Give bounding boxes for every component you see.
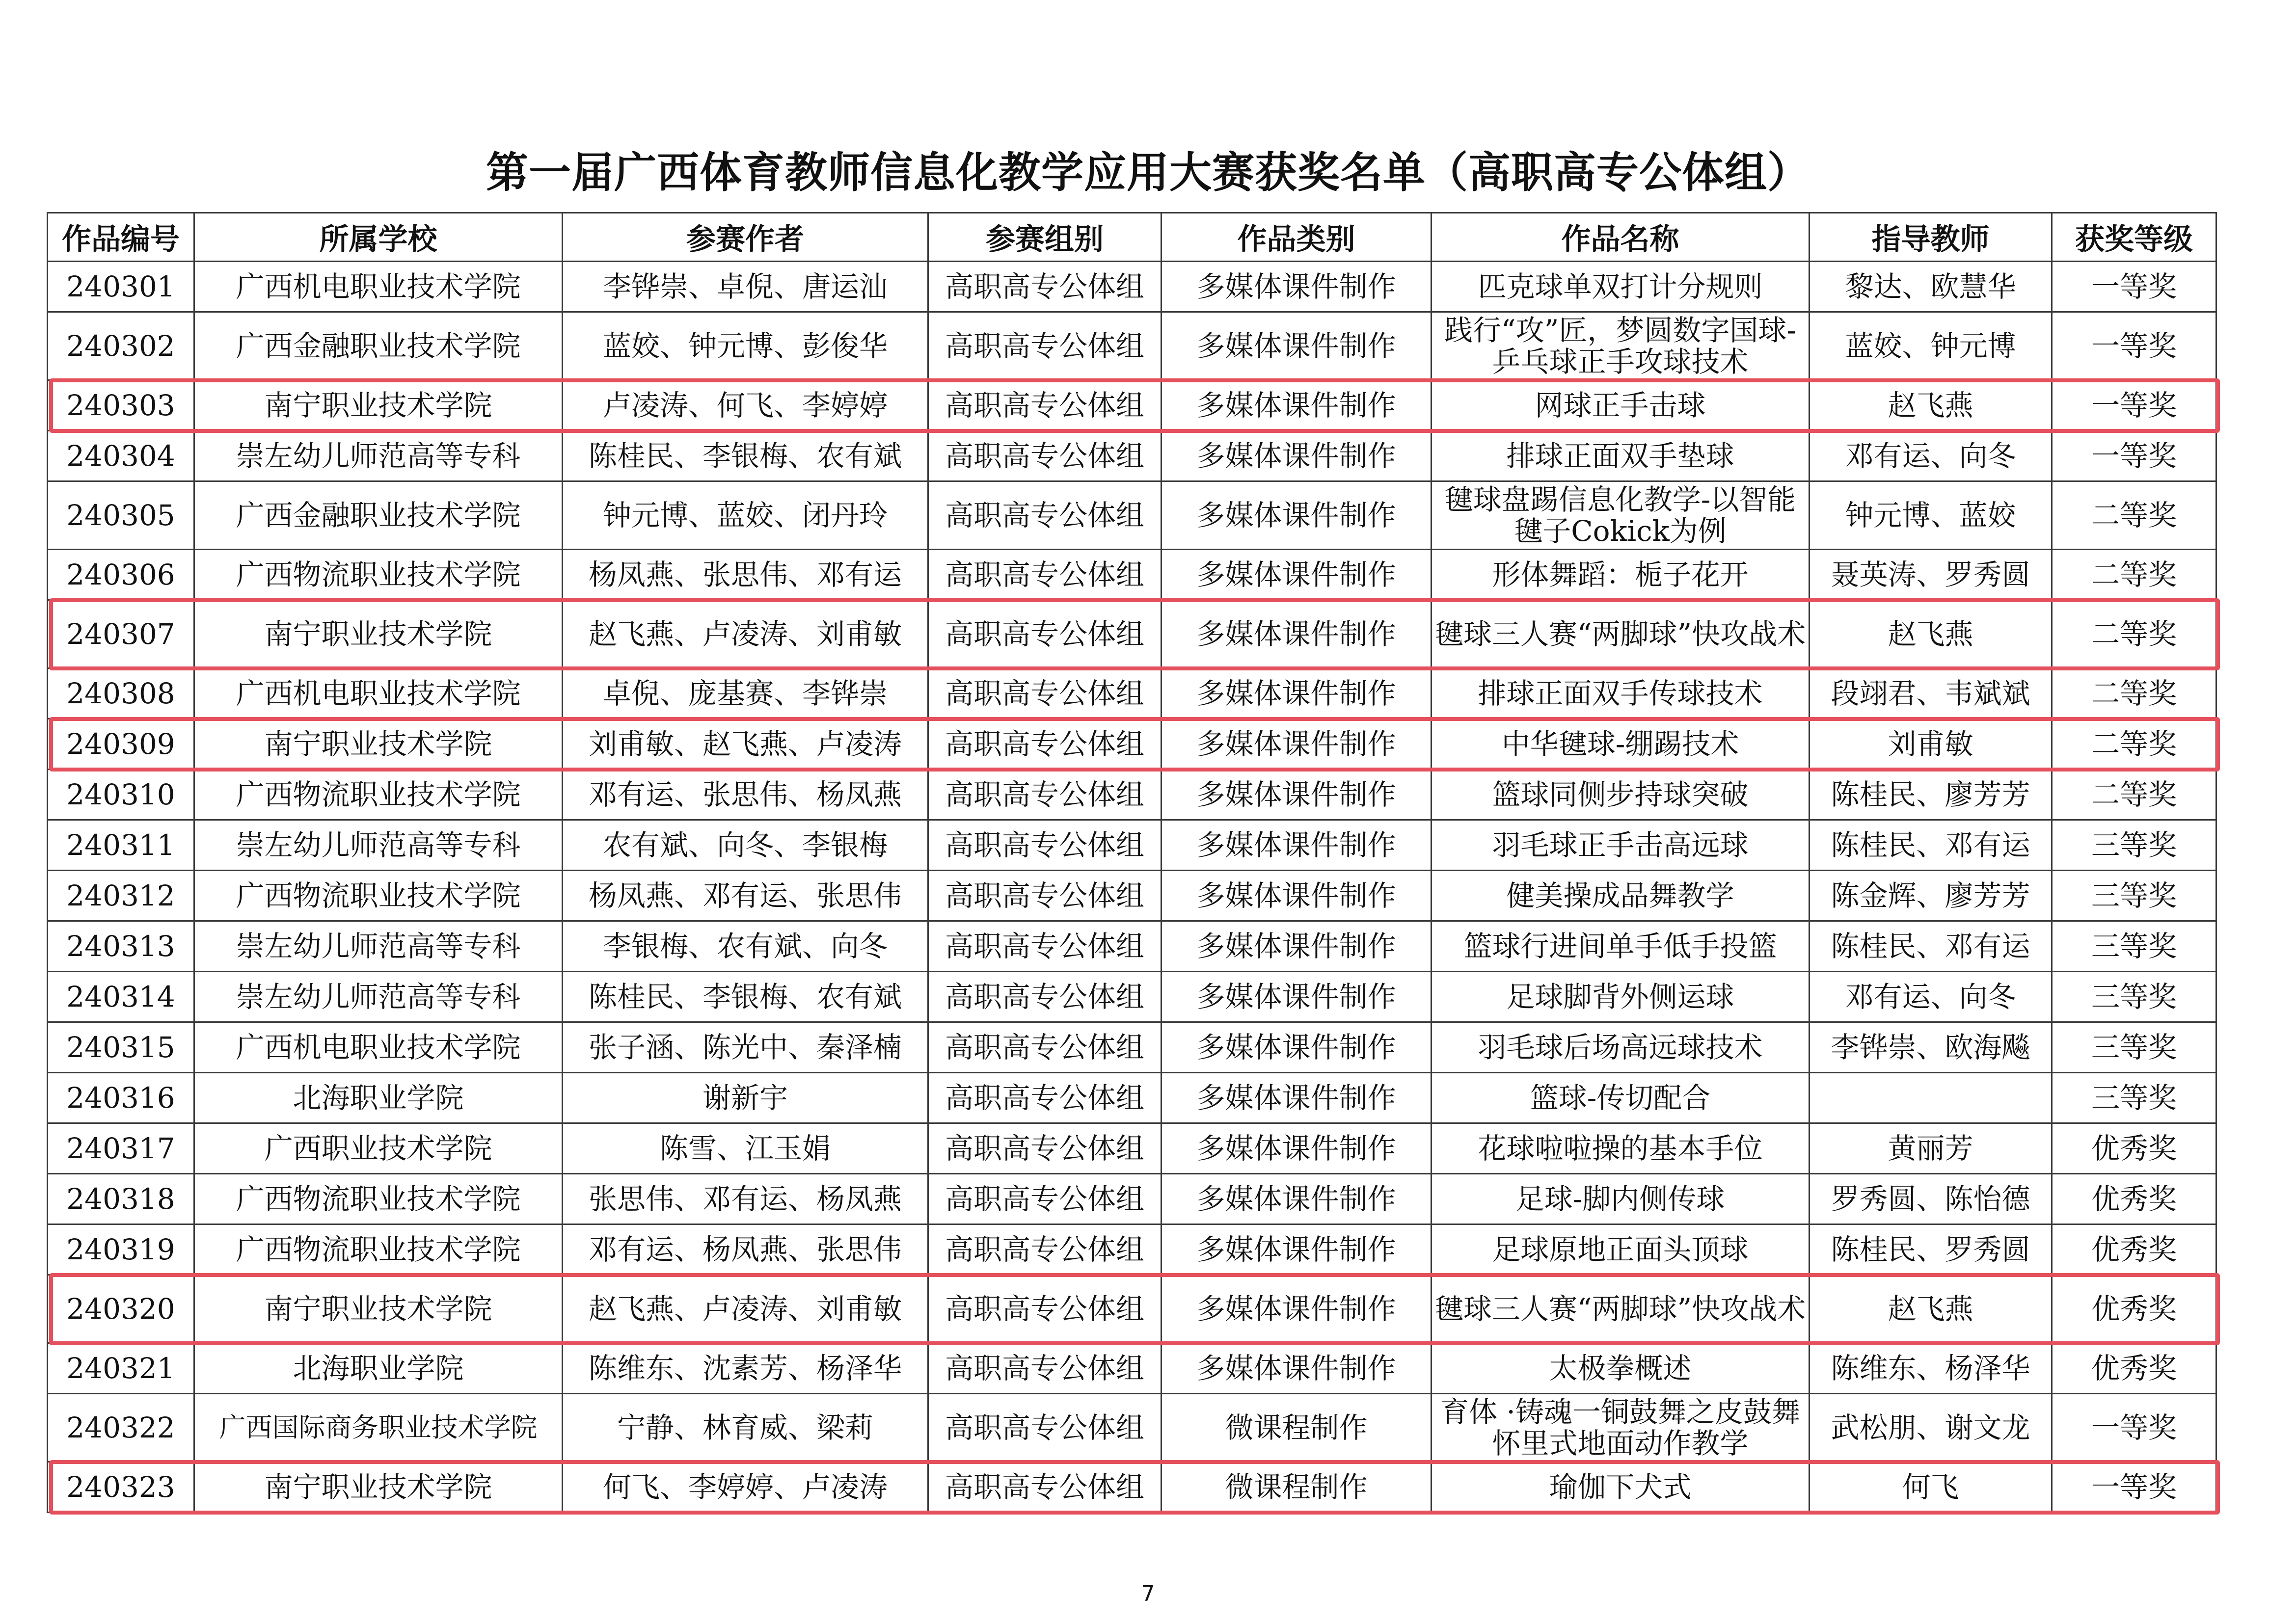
cell-work: 毽球盘踢信息化教学-以智能毽子Cokick为例 [1432,481,1810,550]
cell-group: 高职高专公体组 [928,1275,1162,1343]
cell-advisor: 钟元博、蓝姣 [1810,481,2052,550]
cell-advisor [1810,1073,2052,1123]
table-row [48,431,2216,481]
cell-authors: 杨凤燕、邓有运、张思伟 [563,871,928,921]
table-row [48,1394,2216,1462]
cell-category: 多媒体课件制作 [1162,262,1432,312]
cell-school: 广西物流职业技术学院 [194,1224,563,1275]
table-row [48,1224,2216,1275]
cell-school: 广西金融职业技术学院 [194,481,563,550]
cell-work: 匹克球单双打计分规则 [1432,262,1810,312]
cell-category: 多媒体课件制作 [1162,820,1432,871]
cell-advisor: 陈维东、杨泽华 [1810,1343,2052,1394]
cell-work: 形体舞蹈：栀子花开 [1432,550,1810,600]
cell-work: 花球啦啦操的基本手位 [1432,1123,1810,1174]
table-row [48,719,2216,770]
cell-school: 南宁职业技术学院 [194,380,563,431]
cell-work: 毽球三人赛“两脚球”快攻战术 [1432,1275,1810,1343]
cell-award: 三等奖 [2052,1073,2216,1123]
table-row [48,312,2216,380]
cell-id: 240320 [48,1275,194,1343]
cell-school: 崇左幼儿师范高等专科 [194,972,563,1022]
cell-group: 高职高专公体组 [928,1224,1162,1275]
cell-authors: 赵飞燕、卢凌涛、刘甫敏 [563,1275,928,1343]
cell-group: 高职高专公体组 [928,972,1162,1022]
cell-category: 多媒体课件制作 [1162,1224,1432,1275]
cell-work: 足球原地正面头顶球 [1432,1224,1810,1275]
cell-authors: 刘甫敏、赵飞燕、卢凌涛 [563,719,928,770]
cell-award: 三等奖 [2052,1022,2216,1073]
cell-award: 三等奖 [2052,972,2216,1022]
cell-group: 高职高专公体组 [928,719,1162,770]
cell-category: 多媒体课件制作 [1162,380,1432,431]
table-row [48,820,2216,871]
cell-work: 育体 ·铸魂一铜鼓舞之皮鼓舞怀里式地面动作教学 [1432,1394,1810,1462]
cell-id: 240323 [48,1462,194,1513]
cell-category: 多媒体课件制作 [1162,719,1432,770]
cell-category: 多媒体课件制作 [1162,1022,1432,1073]
cell-school: 广西物流职业技术学院 [194,770,563,820]
cell-group: 高职高专公体组 [928,1174,1162,1224]
cell-work: 篮球同侧步持球突破 [1432,770,1810,820]
cell-id: 240317 [48,1123,194,1174]
cell-id: 240308 [48,668,194,719]
cell-category: 多媒体课件制作 [1162,770,1432,820]
cell-advisor: 刘甫敏 [1810,719,2052,770]
cell-authors: 蓝姣、钟元博、彭俊华 [563,312,928,380]
table-row [48,1022,2216,1073]
cell-advisor: 赵飞燕 [1810,600,2052,668]
cell-advisor: 陈桂民、廖芳芳 [1810,770,2052,820]
cell-advisor: 聂英涛、罗秀圆 [1810,550,2052,600]
cell-authors: 陈雪、江玉娟 [563,1123,928,1174]
cell-group: 高职高专公体组 [928,1022,1162,1073]
cell-group: 高职高专公体组 [928,312,1162,380]
cell-work: 羽毛球后场高远球技术 [1432,1022,1810,1073]
cell-group: 高职高专公体组 [928,262,1162,312]
cell-group: 高职高专公体组 [928,871,1162,921]
cell-authors: 邓有运、张思伟、杨凤燕 [563,770,928,820]
cell-advisor: 武松朋、谢文龙 [1810,1394,2052,1462]
cell-advisor: 罗秀圆、陈怡德 [1810,1174,2052,1224]
cell-id: 240318 [48,1174,194,1224]
table-row [48,1343,2216,1394]
cell-category: 多媒体课件制作 [1162,668,1432,719]
header-authors: 参赛作者 [563,213,928,262]
cell-advisor: 陈桂民、邓有运 [1810,820,2052,871]
cell-school: 崇左幼儿师范高等专科 [194,820,563,871]
awards-table [47,212,2217,1513]
cell-school: 广西物流职业技术学院 [194,550,563,600]
cell-authors: 李银梅、农有斌、向冬 [563,921,928,972]
cell-authors: 邓有运、杨凤燕、张思伟 [563,1224,928,1275]
cell-work: 太极拳概述 [1432,1343,1810,1394]
cell-award: 一等奖 [2052,380,2216,431]
cell-group: 高职高专公体组 [928,1462,1162,1513]
cell-school: 广西国际商务职业技术学院 [194,1394,563,1462]
cell-work: 排球正面双手传球技术 [1432,668,1810,719]
cell-award: 优秀奖 [2052,1174,2216,1224]
cell-id: 240315 [48,1022,194,1073]
cell-award: 一等奖 [2052,262,2216,312]
cell-authors: 陈维东、沈素芳、杨泽华 [563,1343,928,1394]
table-row [48,1073,2216,1123]
cell-award: 优秀奖 [2052,1275,2216,1343]
cell-authors: 张思伟、邓有运、杨凤燕 [563,1174,928,1224]
cell-category: 多媒体课件制作 [1162,1343,1432,1394]
cell-work: 足球-脚内侧传球 [1432,1174,1810,1224]
cell-id: 240314 [48,972,194,1022]
cell-advisor: 黎达、欧慧华 [1810,262,2052,312]
cell-category: 微课程制作 [1162,1394,1432,1462]
cell-group: 高职高专公体组 [928,380,1162,431]
cell-award: 一等奖 [2052,431,2216,481]
cell-school: 广西机电职业技术学院 [194,668,563,719]
cell-authors: 陈桂民、李银梅、农有斌 [563,972,928,1022]
header-row [48,213,2216,262]
cell-id: 240301 [48,262,194,312]
cell-award: 二等奖 [2052,550,2216,600]
cell-category: 多媒体课件制作 [1162,431,1432,481]
cell-advisor: 陈桂民、罗秀圆 [1810,1224,2052,1275]
document-title: 第一届广西体育教师信息化教学应用大赛获奖名单（高职高专公体组） [486,148,1810,197]
cell-award: 二等奖 [2052,668,2216,719]
cell-school: 广西物流职业技术学院 [194,1174,563,1224]
cell-authors: 何飞、李婷婷、卢凌涛 [563,1462,928,1513]
cell-group: 高职高专公体组 [928,431,1162,481]
cell-advisor: 段翊君、韦斌斌 [1810,668,2052,719]
cell-id: 240312 [48,871,194,921]
table-row [48,770,2216,820]
cell-id: 240322 [48,1394,194,1462]
cell-advisor: 邓有运、向冬 [1810,431,2052,481]
cell-advisor: 蓝姣、钟元博 [1810,312,2052,380]
cell-advisor: 黄丽芳 [1810,1123,2052,1174]
cell-id: 240311 [48,820,194,871]
header-school: 所属学校 [194,213,563,262]
cell-advisor: 陈金辉、廖芳芳 [1810,871,2052,921]
cell-work: 篮球-传切配合 [1432,1073,1810,1123]
cell-award: 一等奖 [2052,312,2216,380]
cell-group: 高职高专公体组 [928,820,1162,871]
cell-id: 240306 [48,550,194,600]
cell-id: 240316 [48,1073,194,1123]
cell-id: 240310 [48,770,194,820]
cell-authors: 李铧崇、卓倪、唐运汕 [563,262,928,312]
cell-category: 微课程制作 [1162,1462,1432,1513]
cell-school: 广西职业技术学院 [194,1123,563,1174]
cell-work: 践行“攻”匠，梦圆数字国球-乒乓球正手攻球技术 [1432,312,1810,380]
cell-award: 三等奖 [2052,820,2216,871]
cell-authors: 卢凌涛、何飞、李婷婷 [563,380,928,431]
cell-work: 篮球行进间单手低手投篮 [1432,921,1810,972]
table-row [48,262,2216,312]
cell-award: 二等奖 [2052,600,2216,668]
cell-group: 高职高专公体组 [928,481,1162,550]
cell-id: 240309 [48,719,194,770]
cell-group: 高职高专公体组 [928,770,1162,820]
cell-award: 二等奖 [2052,719,2216,770]
table-row [48,1462,2216,1513]
cell-advisor: 陈桂民、邓有运 [1810,921,2052,972]
cell-award: 一等奖 [2052,1462,2216,1513]
cell-work: 毽球三人赛“两脚球”快攻战术 [1432,600,1810,668]
cell-group: 高职高专公体组 [928,1073,1162,1123]
cell-award: 三等奖 [2052,871,2216,921]
cell-group: 高职高专公体组 [928,1123,1162,1174]
cell-authors: 陈桂民、李银梅、农有斌 [563,431,928,481]
table-row [48,668,2216,719]
header-id: 作品编号 [48,213,194,262]
header-group: 参赛组别 [928,213,1162,262]
cell-work: 排球正面双手垫球 [1432,431,1810,481]
cell-award: 三等奖 [2052,921,2216,972]
cell-school: 崇左幼儿师范高等专科 [194,431,563,481]
cell-award: 优秀奖 [2052,1224,2216,1275]
cell-id: 240302 [48,312,194,380]
cell-authors: 卓倪、庞基赛、李铧崇 [563,668,928,719]
cell-category: 多媒体课件制作 [1162,312,1432,380]
cell-id: 240321 [48,1343,194,1394]
cell-group: 高职高专公体组 [928,1394,1162,1462]
cell-category: 多媒体课件制作 [1162,921,1432,972]
cell-school: 崇左幼儿师范高等专科 [194,921,563,972]
cell-advisor: 赵飞燕 [1810,1275,2052,1343]
header-award: 获奖等级 [2052,213,2216,262]
table-row [48,380,2216,431]
cell-category: 多媒体课件制作 [1162,1275,1432,1343]
cell-work: 羽毛球正手击高远球 [1432,820,1810,871]
table-row [48,1275,2216,1343]
cell-id: 240313 [48,921,194,972]
cell-category: 多媒体课件制作 [1162,600,1432,668]
cell-school: 南宁职业技术学院 [194,1462,563,1513]
cell-award: 优秀奖 [2052,1343,2216,1394]
cell-group: 高职高专公体组 [928,668,1162,719]
cell-authors: 钟元博、蓝姣、闭丹玲 [563,481,928,550]
cell-school: 南宁职业技术学院 [194,1275,563,1343]
cell-school: 广西机电职业技术学院 [194,262,563,312]
cell-id: 240305 [48,481,194,550]
cell-work: 瑜伽下犬式 [1432,1462,1810,1513]
cell-authors: 宁静、林育威、梁莉 [563,1394,928,1462]
cell-advisor: 赵飞燕 [1810,380,2052,431]
cell-category: 多媒体课件制作 [1162,481,1432,550]
table-row [48,972,2216,1022]
cell-award: 二等奖 [2052,481,2216,550]
cell-id: 240319 [48,1224,194,1275]
table-row [48,481,2216,550]
table-row [48,600,2216,668]
cell-school: 广西金融职业技术学院 [194,312,563,380]
cell-work: 足球脚背外侧运球 [1432,972,1810,1022]
cell-award: 一等奖 [2052,1394,2216,1462]
cell-group: 高职高专公体组 [928,550,1162,600]
cell-category: 多媒体课件制作 [1162,1123,1432,1174]
cell-group: 高职高专公体组 [928,921,1162,972]
cell-award: 二等奖 [2052,770,2216,820]
cell-authors: 张子涵、陈光中、秦泽楠 [563,1022,928,1073]
table-row [48,1123,2216,1174]
cell-advisor: 李铧崇、欧海飚 [1810,1022,2052,1073]
cell-authors: 赵飞燕、卢凌涛、刘甫敏 [563,600,928,668]
header-category: 作品类别 [1162,213,1432,262]
cell-award: 优秀奖 [2052,1123,2216,1174]
cell-category: 多媒体课件制作 [1162,871,1432,921]
cell-group: 高职高专公体组 [928,1343,1162,1394]
table-row [48,550,2216,600]
cell-advisor: 何飞 [1810,1462,2052,1513]
table-row [48,871,2216,921]
cell-id: 240303 [48,380,194,431]
cell-group: 高职高专公体组 [928,600,1162,668]
cell-school: 广西物流职业技术学院 [194,871,563,921]
cell-id: 240304 [48,431,194,481]
cell-school: 北海职业学院 [194,1343,563,1394]
cell-authors: 杨凤燕、张思伟、邓有运 [563,550,928,600]
cell-category: 多媒体课件制作 [1162,550,1432,600]
table-row [48,921,2216,972]
cell-work: 网球正手击球 [1432,380,1810,431]
header-advisor: 指导教师 [1810,213,2052,262]
cell-advisor: 邓有运、向冬 [1810,972,2052,1022]
cell-work: 健美操成品舞教学 [1432,871,1810,921]
cell-work: 中华毽球-绷踢技术 [1432,719,1810,770]
cell-id: 240307 [48,600,194,668]
cell-school: 南宁职业技术学院 [194,719,563,770]
cell-category: 多媒体课件制作 [1162,1073,1432,1123]
cell-school: 北海职业学院 [194,1073,563,1123]
table-row [48,1174,2216,1224]
header-work: 作品名称 [1432,213,1810,262]
cell-school: 广西机电职业技术学院 [194,1022,563,1073]
cell-authors: 农有斌、向冬、李银梅 [563,820,928,871]
page-number: 7 [1141,1581,1155,1606]
cell-authors: 谢新宇 [563,1073,928,1123]
cell-school: 南宁职业技术学院 [194,600,563,668]
cell-category: 多媒体课件制作 [1162,1174,1432,1224]
cell-category: 多媒体课件制作 [1162,972,1432,1022]
